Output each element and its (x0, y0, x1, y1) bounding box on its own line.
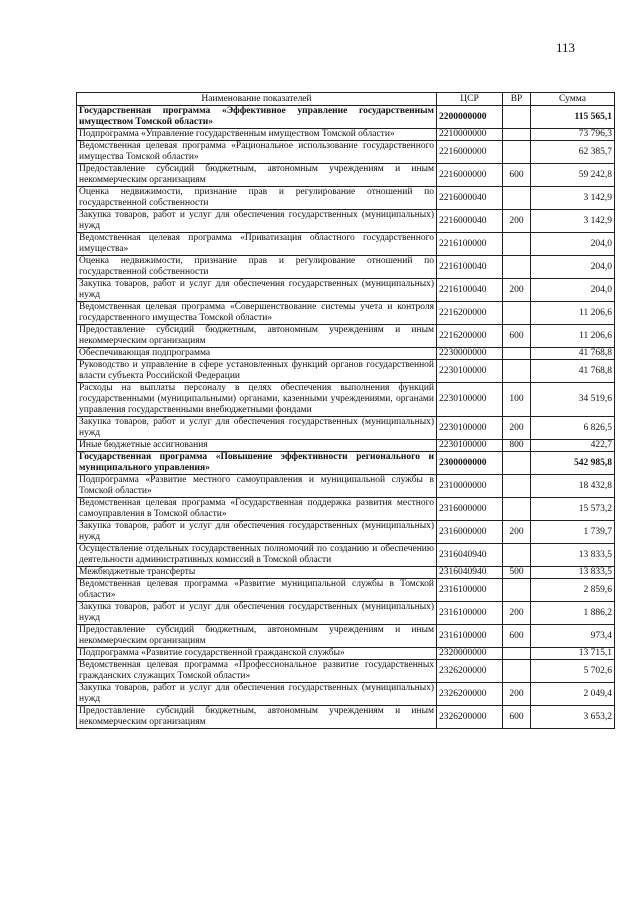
row-sum-cell: 15 573,2 (531, 498, 615, 521)
row-sum-cell: 1 886,2 (531, 602, 615, 625)
row-sum-cell: 3 142,9 (531, 187, 615, 210)
row-vr-cell: 200 (503, 521, 531, 544)
row-vr-cell: 500 (503, 567, 531, 579)
row-vr-cell (503, 187, 531, 210)
table-row (77, 521, 615, 544)
table-row (77, 440, 615, 452)
table-row (77, 648, 615, 660)
table-row (77, 498, 615, 521)
table-row (77, 417, 615, 440)
row-csr-cell: 2230100000 (437, 417, 503, 440)
row-vr-cell (503, 648, 531, 660)
row-sum-cell: 204,0 (531, 233, 615, 256)
row-name-cell: Закупка товаров, работ и услуг для обеспечения государственных (муниципальных) нужд (77, 602, 437, 625)
row-name-cell: Ведомственная целевая программа «Профессиональное развитие государственных гражданских служащих Томской области» (77, 660, 437, 683)
row-name-cell: Закупка товаров, работ и услуг для обеспечения государственных (муниципальных) нужд (77, 279, 437, 302)
budget-table (76, 92, 615, 729)
table-row (77, 544, 615, 567)
row-sum-cell: 3 142,9 (531, 210, 615, 233)
table-row (77, 567, 615, 579)
table-row (77, 233, 615, 256)
table-header-row (77, 93, 615, 106)
row-name-cell: Предоставление субсидий бюджетным, автономным учреждениям и иным некоммерческим организациям (77, 325, 437, 348)
row-name-cell: Предоставление субсидий бюджетным, автономным учреждениям и иным некоммерческим организациям (77, 164, 437, 187)
row-name-cell: Закупка товаров, работ и услуг для обеспечения государственных (муниципальных) нужд (77, 521, 437, 544)
row-vr-cell (503, 475, 531, 498)
row-csr-cell: 2316000000 (437, 521, 503, 544)
row-sum-cell: 13 833,5 (531, 544, 615, 567)
row-name-cell: Иные бюджетные ассигнования (77, 440, 437, 452)
row-csr-cell: 2230100000 (437, 383, 503, 417)
row-csr-cell: 2230000000 (437, 348, 503, 360)
row-vr-cell: 600 (503, 625, 531, 648)
row-name-cell: Осуществление отдельных государственных полномочий по созданию и обеспечению деятельности административных комиссий в Томской области (77, 544, 437, 567)
row-vr-cell (503, 544, 531, 567)
row-sum-cell: 3 653,2 (531, 706, 615, 729)
row-name-cell: Ведомственная целевая программа «Государственная поддержка развития местного самоуправления в Томской области» (77, 498, 437, 521)
row-sum-cell: 73 796,3 (531, 129, 615, 141)
table-row (77, 302, 615, 325)
row-csr-cell: 2216000040 (437, 187, 503, 210)
row-csr-cell: 2316000000 (437, 498, 503, 521)
row-name-cell: Закупка товаров, работ и услуг для обеспечения государственных (муниципальных) нужд (77, 417, 437, 440)
table-row (77, 348, 615, 360)
table-row (77, 210, 615, 233)
row-name-cell: Обеспечивающая подпрограмма (77, 348, 437, 360)
row-csr-cell: 2316100000 (437, 579, 503, 602)
table-row (77, 706, 615, 729)
row-vr-cell (503, 106, 531, 129)
row-sum-cell: 13 715,1 (531, 648, 615, 660)
row-name-cell: Подпрограмма «Развитие местного самоуправления и муниципальной службы в Томской области» (77, 475, 437, 498)
row-sum-cell: 204,0 (531, 256, 615, 279)
row-csr-cell: 2230100000 (437, 440, 503, 452)
row-vr-cell: 600 (503, 164, 531, 187)
row-sum-cell: 59 242,8 (531, 164, 615, 187)
row-csr-cell: 2310000000 (437, 475, 503, 498)
table-row (77, 279, 615, 302)
row-csr-cell: 2316100000 (437, 602, 503, 625)
row-sum-cell: 5 702,6 (531, 660, 615, 683)
row-sum-cell: 41 768,8 (531, 348, 615, 360)
row-sum-cell: 115 565,1 (531, 106, 615, 129)
table-row (77, 141, 615, 164)
table-row (77, 683, 615, 706)
row-sum-cell: 18 432,8 (531, 475, 615, 498)
row-vr-cell: 800 (503, 440, 531, 452)
row-csr-cell: 2216000040 (437, 210, 503, 233)
table-row (77, 475, 615, 498)
row-sum-cell: 41 768,8 (531, 360, 615, 383)
row-name-cell: Подпрограмма «Управление государственным имуществом Томской области» (77, 129, 437, 141)
row-csr-cell: 2216200000 (437, 302, 503, 325)
row-name-cell: Подпрограмма «Развитие государственной гражданской службы» (77, 648, 437, 660)
row-sum-cell: 1 739,7 (531, 521, 615, 544)
row-name-cell: Предоставление субсидий бюджетным, автономным учреждениям и иным некоммерческим организациям (77, 706, 437, 729)
row-vr-cell: 200 (503, 683, 531, 706)
row-csr-cell: 2216000000 (437, 164, 503, 187)
row-csr-cell: 2216100040 (437, 256, 503, 279)
row-csr-cell: 2216100000 (437, 233, 503, 256)
row-sum-cell: 11 206,6 (531, 302, 615, 325)
row-sum-cell: 204,0 (531, 279, 615, 302)
row-sum-cell: 2 049,4 (531, 683, 615, 706)
row-csr-cell: 2216100040 (437, 279, 503, 302)
row-vr-cell (503, 129, 531, 141)
row-sum-cell: 542 985,8 (531, 452, 615, 475)
row-vr-cell (503, 452, 531, 475)
row-csr-cell: 2300000000 (437, 452, 503, 475)
row-sum-cell: 34 519,6 (531, 383, 615, 417)
row-vr-cell: 200 (503, 210, 531, 233)
row-csr-cell: 2326200000 (437, 660, 503, 683)
row-vr-cell: 600 (503, 325, 531, 348)
row-vr-cell: 200 (503, 602, 531, 625)
row-vr-cell (503, 348, 531, 360)
row-sum-cell: 13 833,5 (531, 567, 615, 579)
row-sum-cell: 973,4 (531, 625, 615, 648)
row-name-cell: Оценка недвижимости, признание прав и регулирование отношений по государственной собственности (77, 187, 437, 210)
row-sum-cell: 11 206,6 (531, 325, 615, 348)
row-csr-cell: 2316040940 (437, 544, 503, 567)
table-body (77, 106, 615, 729)
table-row (77, 106, 615, 129)
row-sum-cell: 422,7 (531, 440, 615, 452)
row-name-cell: Закупка товаров, работ и услуг для обеспечения государственных (муниципальных) нужд (77, 683, 437, 706)
row-name-cell: Расходы на выплаты персоналу в целях обеспечения выполнения функций государственными (муниципальными) органами, казенными учреждениями, органами управления государственными внебюджетными фондами (77, 383, 437, 417)
row-vr-cell (503, 302, 531, 325)
row-csr-cell: 2316100000 (437, 625, 503, 648)
row-name-cell: Государственная программа «Повышение эффективности регионального и муниципального управления» (77, 452, 437, 475)
row-name-cell: Ведомственная целевая программа «Совершенствование системы учета и контроля государственного имущества Томской области» (77, 302, 437, 325)
row-vr-cell (503, 579, 531, 602)
row-name-cell: Закупка товаров, работ и услуг для обеспечения государственных (муниципальных) нужд (77, 210, 437, 233)
row-vr-cell: 600 (503, 706, 531, 729)
row-name-cell: Ведомственная целевая программа «Развитие муниципальной службы в Томской области» (77, 579, 437, 602)
row-vr-cell: 200 (503, 279, 531, 302)
table-row (77, 187, 615, 210)
row-vr-cell (503, 360, 531, 383)
row-vr-cell: 100 (503, 383, 531, 417)
row-csr-cell: 2230100000 (437, 360, 503, 383)
row-vr-cell (503, 256, 531, 279)
row-name-cell: Межбюджетные трансферты (77, 567, 437, 579)
row-vr-cell (503, 141, 531, 164)
row-sum-cell: 2 859,6 (531, 579, 615, 602)
row-csr-cell: 2216200000 (437, 325, 503, 348)
table-row (77, 660, 615, 683)
row-vr-cell (503, 233, 531, 256)
row-csr-cell: 2200000000 (437, 106, 503, 129)
row-name-cell: Руководство и управление в сфере установленных функций органов государственной власти субъекта Российской Федерации (77, 360, 437, 383)
row-name-cell: Предоставление субсидий бюджетным, автономным учреждениям и иным некоммерческим организациям (77, 625, 437, 648)
table-row (77, 164, 615, 187)
header-vr: ВР (503, 93, 531, 106)
header-name: Наименование показателей (77, 93, 437, 106)
table-row (77, 383, 615, 417)
row-csr-cell: 2210000000 (437, 129, 503, 141)
row-csr-cell: 2320000000 (437, 648, 503, 660)
row-csr-cell: 2326200000 (437, 683, 503, 706)
table-row (77, 625, 615, 648)
row-sum-cell: 6 826,5 (531, 417, 615, 440)
row-sum-cell: 62 385,7 (531, 141, 615, 164)
row-vr-cell (503, 660, 531, 683)
table-row (77, 129, 615, 141)
row-vr-cell: 200 (503, 417, 531, 440)
table-row (77, 256, 615, 279)
row-name-cell: Государственная программа «Эффективное управление государственным имуществом Томской области» (77, 106, 437, 129)
table-row (77, 579, 615, 602)
row-csr-cell: 2216000000 (437, 141, 503, 164)
table-row (77, 325, 615, 348)
table-row (77, 602, 615, 625)
row-csr-cell: 2326200000 (437, 706, 503, 729)
row-name-cell: Оценка недвижимости, признание прав и регулирование отношений по государственной собственности (77, 256, 437, 279)
table-row (77, 360, 615, 383)
row-name-cell: Ведомственная целевая программа «Рациональное использование государственного имущества Томской области» (77, 141, 437, 164)
row-name-cell: Ведомственная целевая программа «Приватизация областного государственного имущества» (77, 233, 437, 256)
table-row (77, 452, 615, 475)
page-number: 113 (556, 40, 576, 55)
header-csr: ЦСР (437, 93, 503, 106)
row-vr-cell (503, 498, 531, 521)
header-sum: Сумма (531, 93, 615, 106)
row-csr-cell: 2316040940 (437, 567, 503, 579)
